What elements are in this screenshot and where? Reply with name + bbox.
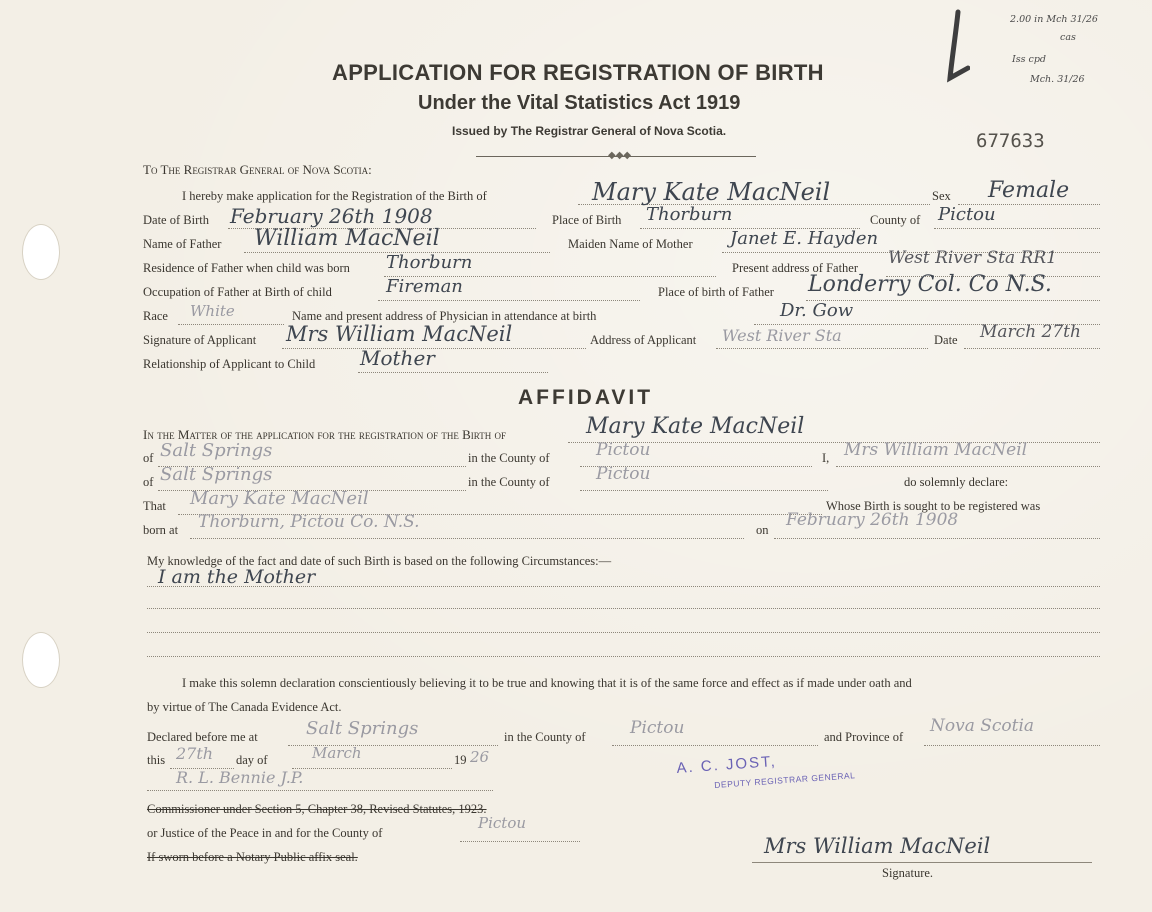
- final-signature-line: [752, 862, 1092, 863]
- signature-label: Signature of Applicant: [143, 333, 257, 347]
- stamp-title: DEPUTY REGISTRAR GENERAL: [714, 770, 856, 790]
- affidavit-heading: AFFIDAVIT: [518, 386, 654, 409]
- i-label: I,: [822, 451, 830, 465]
- signature-caption: Signature.: [882, 866, 934, 880]
- month-field: March: [312, 744, 362, 762]
- circumstance-line-2: [147, 608, 1100, 609]
- margin-note-2: cas: [1060, 32, 1076, 43]
- punch-hole: [22, 224, 60, 280]
- physician-field: Dr. Gow: [780, 300, 854, 321]
- month-line: [292, 768, 452, 769]
- born-at-label: born at: [143, 523, 179, 537]
- declared-county-label: in the County of: [504, 730, 586, 744]
- sex-label: Sex: [932, 189, 951, 203]
- applicant-address-label: Address of Applicant: [590, 333, 697, 347]
- day-field: 27th: [176, 744, 214, 763]
- mother-field: Janet E. Hayden: [730, 228, 879, 249]
- on-label: on: [756, 523, 769, 537]
- born-on-field: February 26th 1908: [786, 510, 959, 530]
- whose-birth-label: Whose Birth is sought to be registered was: [826, 499, 1041, 513]
- county-label: County of: [870, 213, 921, 227]
- pob-field: Thorburn: [646, 204, 733, 225]
- declared-label: Declared before me at: [147, 730, 258, 744]
- pencil-check-mark: [940, 8, 970, 86]
- relationship-label: Relationship of Applicant to Child: [143, 357, 316, 371]
- race-line: [178, 324, 284, 325]
- pob-label: Place of Birth: [552, 213, 622, 227]
- declared-county-field: Pictou: [630, 718, 685, 738]
- residence-field: Thorburn: [386, 252, 473, 273]
- jp-signature: R. L. Bennie J.P.: [176, 768, 304, 787]
- of2-field: Salt Springs: [160, 464, 273, 485]
- addressee: To The Registrar General of Nova Scotia:: [143, 162, 372, 177]
- final-signature: Mrs William MacNeil: [764, 834, 991, 858]
- circumstance-line-4: [147, 656, 1100, 657]
- serial-number: 677633: [976, 130, 1045, 152]
- stamp-name: A. C. JOST,: [676, 752, 778, 777]
- county-line: [934, 228, 1100, 229]
- signature-field: Mrs William MacNeil: [286, 322, 513, 346]
- present-address-label: Present address of Father: [732, 261, 859, 275]
- date-label: Date: [934, 333, 958, 347]
- born-at-field: Thorburn, Pictou Co. N.S.: [198, 512, 420, 532]
- born-on-line: [774, 538, 1100, 539]
- father-label: Name of Father: [143, 237, 222, 251]
- of-label-2: of: [143, 475, 154, 489]
- in-county-label-1: in the County of: [468, 451, 550, 465]
- occupation-line: [378, 300, 640, 301]
- county-field: Pictou: [938, 204, 996, 225]
- commissioner-label: Commissioner under Section 5, Chapter 38, Revised Statutes, 1923.: [147, 802, 487, 816]
- present-address-field: West River Sta RR1: [888, 248, 1057, 268]
- date-field: March 27th: [980, 322, 1081, 342]
- form-title: APPLICATION FOR REGISTRATION OF BIRTH: [332, 60, 824, 85]
- matter-name-field: Mary Kate MacNeil: [586, 414, 805, 439]
- justice-county-line: [460, 841, 580, 842]
- solemn-line-1: I make this solemn declaration conscientiously believing it to be true and knowing that it is of the same force and effect as if made under oath and: [182, 676, 912, 690]
- dob-label: Date of Birth: [143, 213, 209, 227]
- circumstance-field: I am the Mother: [158, 566, 316, 588]
- occupation-label: Occupation of Father at Birth of child: [143, 285, 332, 299]
- that-name-field: Mary Kate MacNeil: [190, 488, 369, 509]
- rule-ornament: ◆◆◆: [608, 150, 632, 161]
- declared-county-line: [612, 745, 818, 746]
- province-label: and Province of: [824, 730, 904, 744]
- declared-at-field: Salt Springs: [306, 718, 419, 739]
- province-line: [924, 745, 1100, 746]
- that-label: That: [143, 499, 166, 513]
- race-field: White: [190, 302, 235, 320]
- solemn-line-2: by virtue of The Canada Evidence Act.: [147, 700, 342, 714]
- form-subtitle: Under the Vital Statistics Act 1919: [418, 92, 741, 114]
- circumstance-line-3: [147, 632, 1100, 633]
- county2-field: Pictou: [596, 464, 651, 484]
- jp-signature-line: [147, 790, 493, 791]
- notary-label: If sworn before a Notary Public affix seal.: [147, 850, 358, 864]
- province-field: Nova Scotia: [930, 716, 1035, 736]
- child-name-field: Mary Kate MacNeil: [592, 178, 831, 206]
- date-line: [964, 348, 1100, 349]
- sex-field: Female: [988, 178, 1070, 203]
- race-label: Race: [143, 309, 168, 323]
- knowledge-label: My knowledge of the fact and date of such Birth is based on the following Circumstances:—: [147, 554, 612, 568]
- county2-line: [580, 490, 828, 491]
- relationship-line: [358, 372, 548, 373]
- this-label: this: [147, 753, 166, 767]
- residence-label: Residence of Father when child was born: [143, 261, 350, 275]
- of1-field: Salt Springs: [160, 440, 273, 461]
- physician-label: Name and present address of Physician in attendance at birth: [292, 309, 597, 323]
- year-prefix: 19: [454, 753, 467, 767]
- of-label-1: of: [143, 451, 154, 465]
- margin-note-4: Mch. 31/26: [1030, 74, 1085, 85]
- relationship-field: Mother: [360, 346, 435, 370]
- father-birthplace-label: Place of birth of Father: [658, 285, 774, 299]
- margin-note-3: Iss cpd: [1012, 54, 1047, 65]
- declarant-line: [836, 466, 1100, 467]
- matter-label-text: In the Matter of the application for the registration of the Birth of: [143, 427, 507, 442]
- dob-field: February 26th 1908: [230, 204, 433, 228]
- declarant-field: Mrs William MacNeil: [844, 440, 1028, 460]
- occupation-field: Fireman: [386, 276, 463, 297]
- applicant-address-field: West River Sta: [722, 326, 842, 345]
- margin-note-1: 2.00 in Mch 31/26: [1010, 14, 1098, 25]
- intro-label: I hereby make application for the Registration of the Birth of: [182, 189, 487, 203]
- mother-label: Maiden Name of Mother: [568, 237, 693, 251]
- declare-label: do solemnly declare:: [904, 475, 1009, 489]
- justice-county-field: Pictou: [478, 814, 527, 832]
- issued-by: Issued by The Registrar General of Nova Scotia.: [452, 124, 727, 138]
- in-county-label-2: in the County of: [468, 475, 550, 489]
- father-birthplace-field: Londerry Col. Co N.S.: [808, 272, 1052, 297]
- day-of-label: day of: [236, 753, 268, 767]
- father-field: William MacNeil: [254, 226, 440, 251]
- year-suffix: 26: [470, 748, 490, 766]
- applicant-address-line: [716, 348, 928, 349]
- punch-hole: [22, 632, 60, 688]
- justice-label: or Justice of the Peace in and for the County of: [147, 826, 383, 840]
- born-at-line: [190, 538, 744, 539]
- county1-field: Pictou: [596, 440, 651, 460]
